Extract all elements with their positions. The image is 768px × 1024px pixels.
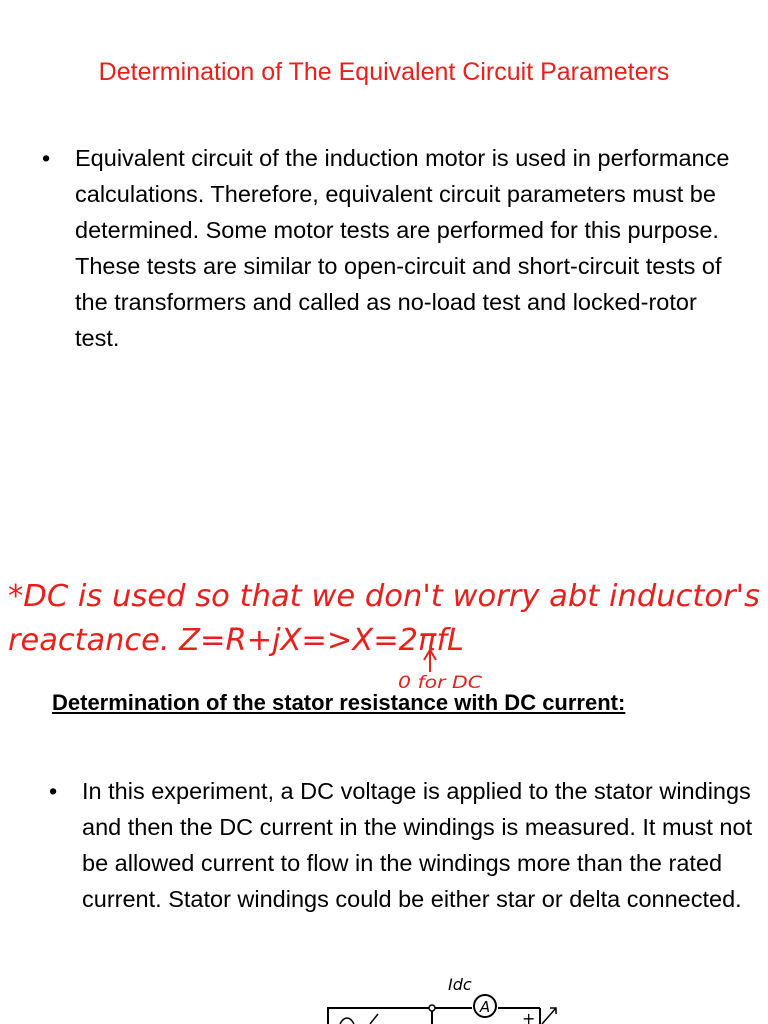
ammeter-label: A xyxy=(479,998,491,1016)
section-subheading: Determination of the stator resistance with DC current: xyxy=(52,690,626,715)
circuit-current-label: Idc xyxy=(448,975,472,994)
bullet-text: Equivalent circuit of the induction motor is used in performance calculations. Therefore, equivalent circuit parameters must be determined. Some motor tests are performed for this purpose. These tests are similar to open-circuit and short-circuit tests of the transformers and called as no-load test and locked-rotor test. xyxy=(75,145,730,351)
variable-source-arrow-icon xyxy=(542,1008,556,1024)
bullet-dc-experiment xyxy=(49,773,762,917)
circuit-wires xyxy=(328,1005,540,1024)
handwritten-note-line-2: reactance. Z=R+jX=>X=2πfL xyxy=(8,623,464,658)
ammeter-icon xyxy=(474,995,496,1017)
bullet-text: In this experiment, a DC voltage is applied to the stator windings and then the DC current in the windings is measured. It must not be allowed current to flow in the windings more than the rated current. Stator windings could be either star or delta connected. xyxy=(82,778,753,912)
handwritten-note xyxy=(0,560,768,700)
handwritten-arrow-label: 0 for DC xyxy=(398,673,483,693)
slide-title: Determination of The Equivalent Circuit Parameters xyxy=(98,58,670,86)
bullet-dot: • xyxy=(42,145,51,171)
polarity-label: + xyxy=(522,1009,536,1024)
bullet-equivalent-circuit xyxy=(42,140,735,356)
handwritten-note-line-1: *DC is used so that we don't worry abt inductor's xyxy=(8,579,761,614)
bullet-dot: • xyxy=(49,778,58,804)
circuit-sketch xyxy=(270,970,590,1024)
